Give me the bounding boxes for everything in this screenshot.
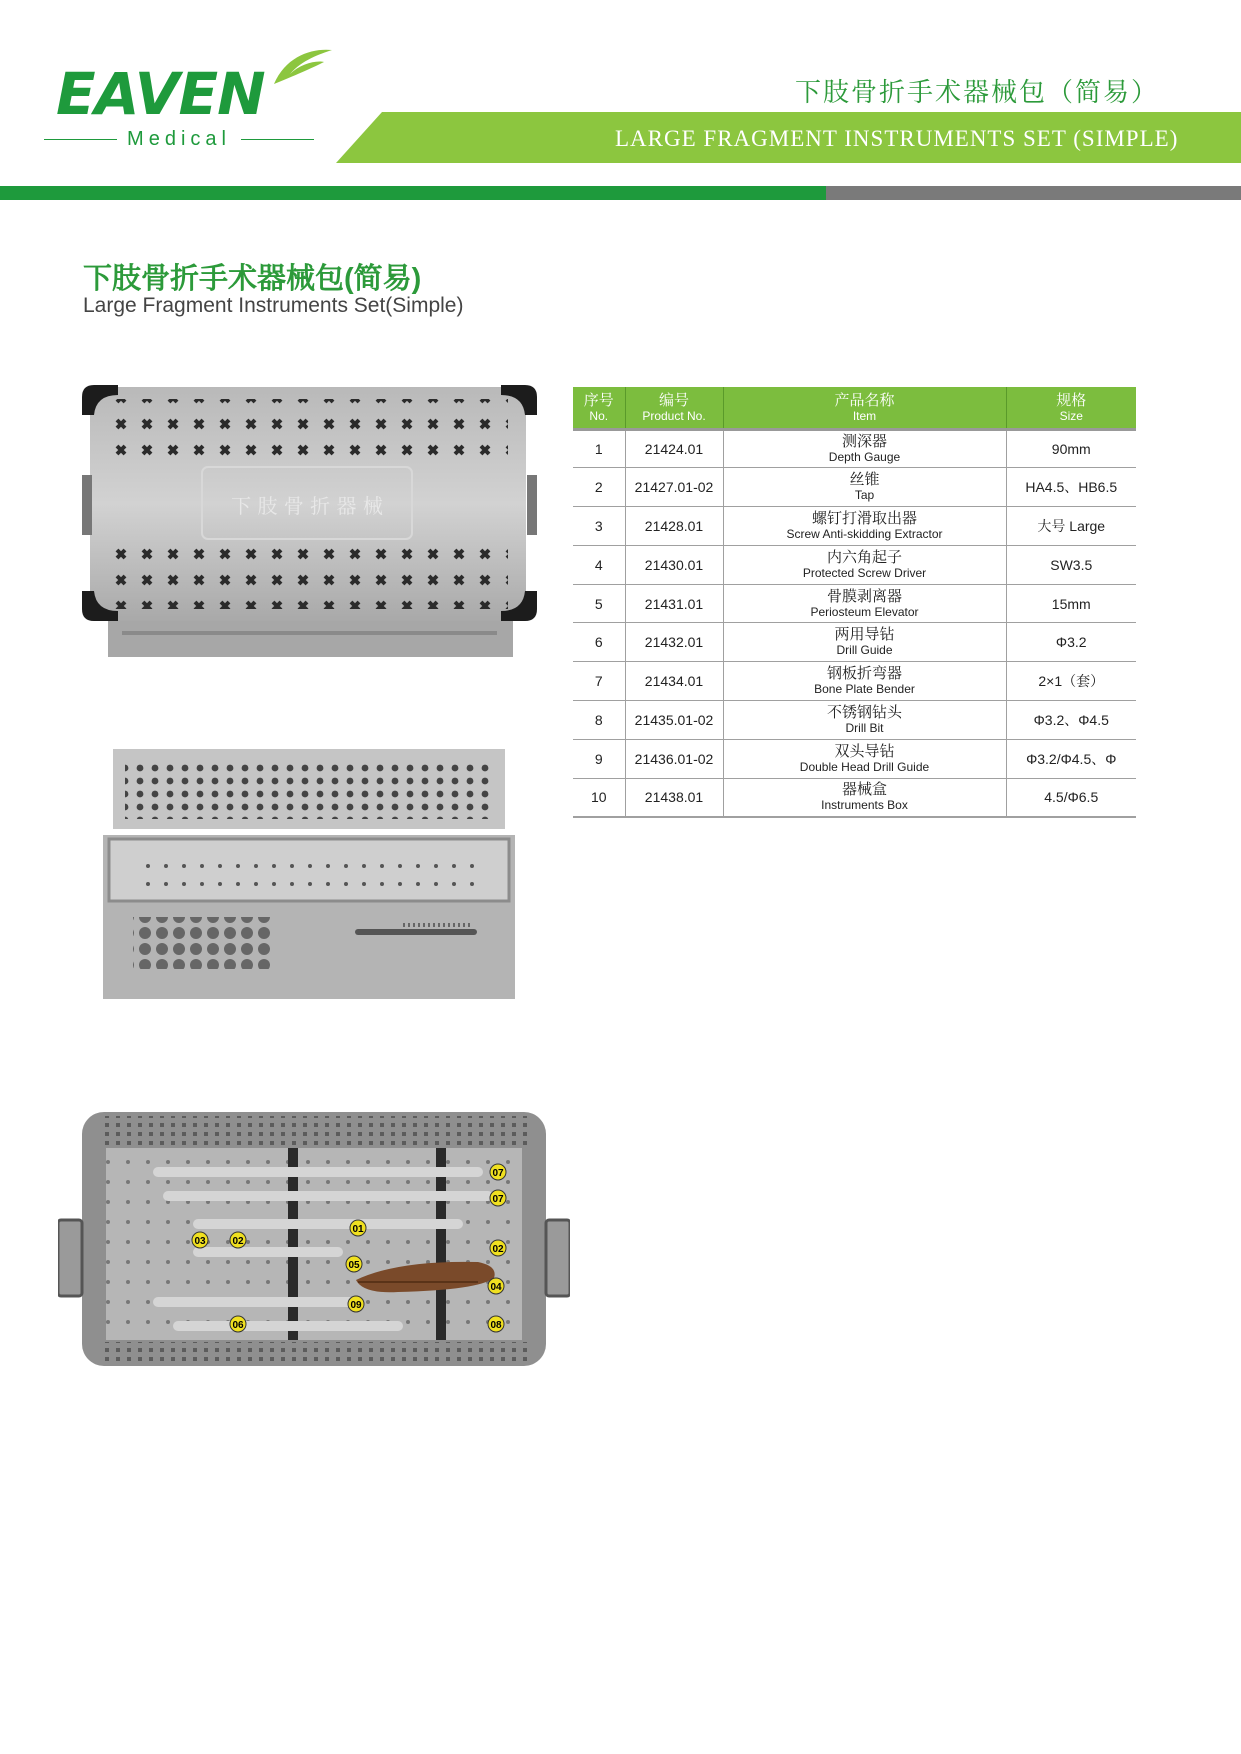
brand-logo <box>44 44 344 154</box>
callout-01: 01 <box>352 1224 364 1235</box>
brand-subtitle <box>44 128 314 151</box>
table-row <box>573 584 1136 623</box>
leaf-icon <box>272 46 334 86</box>
callout-07b: 07 <box>492 1194 504 1205</box>
item-name-cn: 器械盒 <box>841 781 887 799</box>
callout-03: 03 <box>194 1236 206 1247</box>
table-row <box>573 429 1136 468</box>
cell-product-no: 21428.01 <box>625 507 723 546</box>
item-name-cn: 丝锥 <box>849 471 880 489</box>
table-row <box>573 468 1136 507</box>
cell-no: 10 <box>573 778 625 817</box>
item-name-cn: 内六角起子 <box>826 548 902 566</box>
cell-size: SW3.5 <box>1006 545 1136 584</box>
callout-04: 04 <box>490 1282 502 1293</box>
callout-02b: 02 <box>492 1244 504 1255</box>
tray-photo <box>103 749 515 999</box>
col-item: 产品名称 Item <box>723 387 1006 429</box>
cell-item <box>723 545 1006 584</box>
cell-product-no: 21431.01 <box>625 584 723 623</box>
instrument-table <box>573 387 1136 818</box>
header-rule-green <box>0 186 826 200</box>
cell-item <box>723 468 1006 507</box>
cell-size: Φ3.2、Φ4.5 <box>1006 701 1136 740</box>
table-row <box>573 623 1136 662</box>
header-title-cn: 下肢骨折手术器械包（简易） <box>795 78 1160 108</box>
callout-02a: 02 <box>232 1236 244 1247</box>
open-case-photo <box>58 1112 570 1366</box>
cell-item <box>723 778 1006 817</box>
cell-item <box>723 701 1006 740</box>
brand-sub-text: Medical <box>127 128 231 150</box>
closed-case-photo <box>82 385 537 663</box>
col-size: 规格 Size <box>1006 387 1136 429</box>
item-name-en: Periosteum Elevator <box>810 604 919 619</box>
cell-no: 2 <box>573 468 625 507</box>
cell-item <box>723 662 1006 701</box>
cell-product-no: 21432.01 <box>625 623 723 662</box>
cell-size: 大号 Large <box>1006 507 1136 546</box>
cell-no: 4 <box>573 545 625 584</box>
cell-product-no: 21430.01 <box>625 545 723 584</box>
item-name-cn: 测深器 <box>841 432 887 450</box>
item-name-en: Protected Screw Driver <box>802 565 927 580</box>
col-no: 序号 No. <box>573 387 625 429</box>
item-name-cn: 不锈钢钻头 <box>826 703 902 721</box>
cell-size: Φ3.2 <box>1006 623 1136 662</box>
header-rule-gray <box>826 186 1241 200</box>
cell-product-no: 21424.01 <box>625 429 723 468</box>
item-name-en: Tap <box>854 488 875 503</box>
cell-size: 4.5/Φ6.5 <box>1006 778 1136 817</box>
col-product-no: 编号 Product No. <box>625 387 723 429</box>
cell-no: 1 <box>573 429 625 468</box>
header-title-en: LARGE FRAGMENT INSTRUMENTS SET (SIMPLE) <box>615 126 1179 151</box>
cell-product-no: 21427.01-02 <box>625 468 723 507</box>
item-name-cn: 钢板折弯器 <box>826 665 902 683</box>
item-name-cn: 骨膜剥离器 <box>826 587 902 605</box>
callout-05: 05 <box>348 1260 360 1271</box>
item-name-en: Instruments Box <box>821 798 908 813</box>
cell-no: 8 <box>573 701 625 740</box>
item-name-en: Double Head Drill Guide <box>799 759 930 774</box>
item-name-en: Bone Plate Bender <box>814 682 915 697</box>
table-row <box>573 507 1136 546</box>
cell-item <box>723 739 1006 778</box>
item-name-cn: 螺钉打滑取出器 <box>811 509 917 527</box>
item-name-cn: 两用导钻 <box>834 626 895 644</box>
cell-item <box>723 623 1006 662</box>
cell-size: Φ3.2/Φ4.5、Φ <box>1006 739 1136 778</box>
cell-product-no: 21435.01-02 <box>625 701 723 740</box>
callout-09: 09 <box>350 1300 362 1311</box>
brand-name: EAVEN <box>56 60 265 128</box>
table-row <box>573 662 1136 701</box>
cell-product-no: 21438.01 <box>625 778 723 817</box>
cell-size: HA4.5、HB6.5 <box>1006 468 1136 507</box>
item-name-en: Screw Anti-skidding Extractor <box>786 526 943 541</box>
cell-no: 9 <box>573 739 625 778</box>
cell-product-no: 21434.01 <box>625 662 723 701</box>
page-title-en: Large Fragment Instruments Set(Simple) <box>83 294 464 317</box>
table-row <box>573 739 1136 778</box>
callout-07a: 07 <box>492 1168 504 1179</box>
page-title-cn: 下肢骨折手术器械包(简易) <box>83 263 422 295</box>
table-row <box>573 778 1136 817</box>
cell-item <box>723 429 1006 468</box>
item-name-cn: 双头导钻 <box>834 742 895 760</box>
cell-no: 7 <box>573 662 625 701</box>
cell-size: 15mm <box>1006 584 1136 623</box>
cell-item <box>723 507 1006 546</box>
item-name-en: Drill Bit <box>845 720 884 735</box>
callout-08: 08 <box>490 1320 502 1331</box>
callout-06: 06 <box>232 1320 244 1331</box>
table-header-row <box>573 387 1136 429</box>
item-name-en: Drill Guide <box>836 643 893 658</box>
cell-no: 5 <box>573 584 625 623</box>
cell-no: 3 <box>573 507 625 546</box>
table-row <box>573 545 1136 584</box>
item-name-en: Depth Gauge <box>828 449 901 464</box>
lid-engraving: 下 肢 骨 折 器 械 <box>231 494 383 518</box>
cell-no: 6 <box>573 623 625 662</box>
cell-size: 2×1（套） <box>1006 662 1136 701</box>
table-row <box>573 701 1136 740</box>
cell-item <box>723 584 1006 623</box>
cell-size: 90mm <box>1006 429 1136 468</box>
cell-product-no: 21436.01-02 <box>625 739 723 778</box>
